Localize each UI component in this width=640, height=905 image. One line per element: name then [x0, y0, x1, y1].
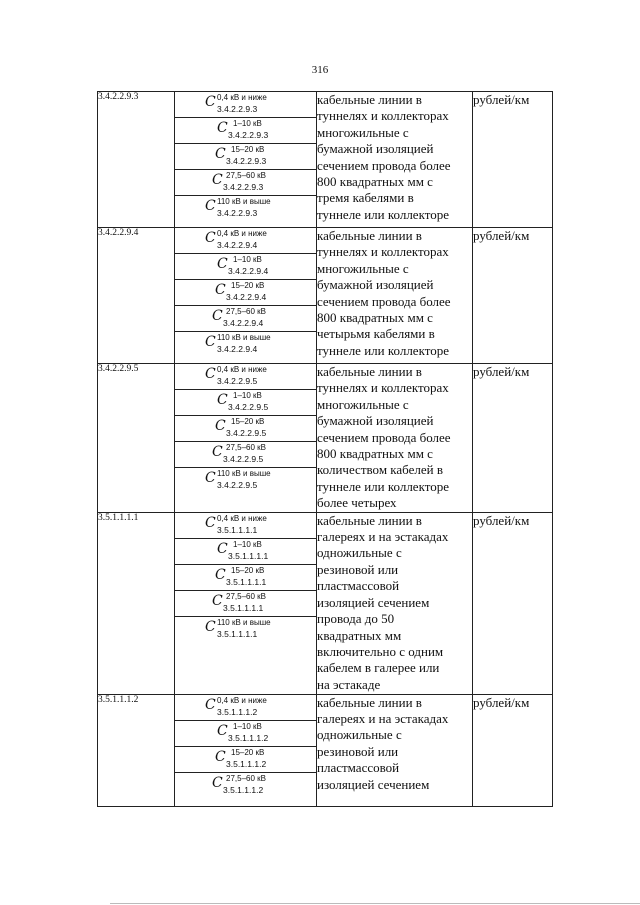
formula-voltage: 1–10 кВ: [233, 119, 262, 128]
formula-symbol: C: [215, 146, 226, 162]
formula-symbol: C: [217, 540, 228, 557]
row-unit: рублей/км: [473, 228, 553, 364]
formula-index: 3.4.2.2.9.5: [223, 454, 264, 464]
formula: [175, 92, 316, 118]
formula-voltage: 0,4 кВ и ниже: [217, 365, 267, 374]
formula: [175, 695, 316, 721]
formula-index: 3.4.2.2.9.5: [217, 480, 258, 490]
formula-cell: [175, 364, 317, 513]
row-unit: рублей/км: [473, 694, 553, 806]
formula-index: 3.4.2.2.9.3: [217, 104, 258, 114]
formula-symbol: C: [215, 748, 226, 765]
formula-index: 3.5.1.1.1.1: [226, 576, 267, 587]
row-description: кабельные линии в галереях и на эстакадах одножильные с резиновой или пластмассовой изоляцией сечением провода до 50 квадратных мм включительно с одним кабелем в галерее или на эстакаде: [317, 512, 473, 694]
table-row: [98, 228, 553, 364]
formula: [175, 565, 316, 591]
formula: [175, 196, 316, 222]
formula-voltage: 110 кВ и выше: [217, 469, 271, 478]
formula-voltage: 110 кВ и выше: [217, 333, 271, 342]
formula-symbol: C: [205, 514, 216, 531]
formula: [175, 390, 316, 416]
formula-cell: [175, 512, 317, 694]
formula-symbol: C: [205, 94, 216, 110]
formula-index: 3.4.2.2.9.5: [228, 402, 269, 412]
formula-symbol: C: [212, 172, 223, 188]
formula: [175, 228, 316, 254]
formula: [175, 254, 316, 280]
formula-voltage: 0,4 кВ и ниже: [217, 229, 267, 238]
row-description: кабельные линии в туннелях и коллекторах многожильные с бумажной изоляцией сечением провода более 800 квадратных мм с количеством кабелей в туннеле или коллекторе более четырех: [317, 364, 473, 513]
formula-index: 3.4.2.2.9.4: [228, 266, 269, 276]
row-code: 3.4.2.2.9.3: [98, 92, 175, 228]
formula-index: 3.4.2.2.9.3: [228, 130, 269, 140]
formula: [175, 170, 316, 196]
formula: [175, 539, 316, 565]
formula-symbol: C: [205, 366, 216, 382]
formula: [175, 773, 316, 799]
formula-voltage: 15–20 кВ: [231, 747, 265, 757]
formula-symbol: C: [205, 334, 216, 350]
row-code: 3.4.2.2.9.5: [98, 364, 175, 513]
formula-voltage: 1–10 кВ: [233, 391, 262, 400]
table-row: [98, 364, 553, 513]
formula-voltage: 1–10 кВ: [233, 255, 262, 264]
formula-voltage: 27,5–60 кВ: [226, 773, 266, 783]
row-description: кабельные линии в туннелях и коллекторах многожильные с бумажной изоляцией сечением провода более 800 квадратных мм с тремя кабелями в туннеле или коллекторе: [317, 92, 473, 228]
formula-voltage: 27,5–60 кВ: [226, 443, 266, 452]
formula-index: 3.5.1.1.1.1: [228, 550, 269, 561]
formula-symbol: C: [205, 230, 216, 246]
formula-symbol: C: [217, 256, 228, 272]
formula-voltage: 15–20 кВ: [231, 565, 265, 575]
formula: [175, 468, 316, 494]
row-description: кабельные линии в туннелях и коллекторах многожильные с бумажной изоляцией сечением провода более 800 квадратных мм с четырьмя кабелями в туннеле или коллекторе: [317, 228, 473, 364]
formula-symbol: C: [212, 444, 223, 460]
formula-voltage: 110 кВ и выше: [217, 197, 271, 206]
formula-symbol: C: [217, 722, 228, 739]
table-row: [98, 92, 553, 228]
formula-index: 3.5.1.1.1.2: [223, 784, 264, 795]
formula: [175, 280, 316, 306]
formula-voltage: 0,4 кВ и ниже: [217, 513, 267, 523]
formula-voltage: 27,5–60 кВ: [226, 591, 266, 601]
formula: [175, 332, 316, 358]
formula-index: 3.5.1.1.1.2: [226, 758, 267, 769]
row-unit: рублей/км: [473, 92, 553, 228]
formula-voltage: 27,5–60 кВ: [226, 171, 266, 180]
formula: [175, 721, 316, 747]
formula-index: 3.5.1.1.1.1: [217, 628, 258, 639]
formula-symbol: C: [215, 418, 226, 434]
scan-edge-line: [110, 903, 640, 904]
formula-index: 3.5.1.1.1.2: [217, 706, 258, 717]
formula: [175, 416, 316, 442]
formula-symbol: C: [212, 774, 223, 791]
formula-symbol: C: [215, 282, 226, 298]
formula-symbol: C: [205, 618, 216, 635]
formula-voltage: 110 кВ и выше: [217, 617, 271, 627]
formula-index: 3.4.2.2.9.5: [226, 428, 267, 438]
formula-voltage: 1–10 кВ: [233, 721, 262, 731]
formula-index: 3.4.2.2.9.3: [217, 208, 258, 218]
formula-index: 3.5.1.1.1.1: [223, 602, 264, 613]
formula-cell: [175, 228, 317, 364]
formula-index: 3.4.2.2.9.4: [226, 292, 267, 302]
row-code: 3.4.2.2.9.4: [98, 228, 175, 364]
formula: [175, 591, 316, 617]
formula-symbol: C: [205, 696, 216, 713]
formula: [175, 118, 316, 144]
formula: [175, 144, 316, 170]
row-code: 3.5.1.1.1.1: [98, 512, 175, 694]
formula-index: 3.5.1.1.1.1: [217, 524, 258, 535]
formula-symbol: C: [205, 198, 216, 214]
formula-index: 3.4.2.2.9.3: [223, 182, 264, 192]
formula: [175, 364, 316, 390]
formula-symbol: C: [217, 392, 228, 408]
formula-symbol: C: [217, 120, 228, 136]
formula: [175, 617, 316, 643]
formula-index: 3.4.2.2.9.3: [226, 156, 267, 166]
row-unit: рублей/км: [473, 512, 553, 694]
formula-index: 3.5.1.1.1.2: [228, 732, 269, 743]
formula-voltage: 0,4 кВ и ниже: [217, 695, 267, 705]
formula-cell: [175, 694, 317, 806]
formula-cell: [175, 92, 317, 228]
formula: [175, 747, 316, 773]
formula-voltage: 27,5–60 кВ: [226, 307, 266, 316]
table-row: [98, 512, 553, 694]
formula-index: 3.4.2.2.9.4: [223, 318, 264, 328]
page-number: 316: [311, 64, 329, 76]
formula: [175, 513, 316, 539]
formula-symbol: C: [212, 592, 223, 609]
tariff-table: [97, 91, 553, 807]
formula: [175, 442, 316, 468]
row-code: 3.5.1.1.1.2: [98, 694, 175, 806]
formula-voltage: 0,4 кВ и ниже: [217, 93, 267, 102]
row-description: кабельные линии в галереях и на эстакадах одножильные с резиновой или пластмассовой изоляцией сечением: [317, 694, 473, 806]
formula: [175, 306, 316, 332]
formula-voltage: 15–20 кВ: [231, 145, 265, 154]
formula-symbol: C: [205, 470, 216, 486]
row-unit: рублей/км: [473, 364, 553, 513]
formula-symbol: C: [212, 308, 223, 324]
formula-voltage: 15–20 кВ: [231, 417, 265, 426]
formula-voltage: 1–10 кВ: [233, 539, 262, 549]
formula-index: 3.4.2.2.9.4: [217, 240, 258, 250]
formula-index: 3.4.2.2.9.5: [217, 376, 258, 386]
table-row: [98, 694, 553, 806]
formula-voltage: 15–20 кВ: [231, 281, 265, 290]
formula-index: 3.4.2.2.9.4: [217, 344, 258, 354]
formula-symbol: C: [215, 566, 226, 583]
